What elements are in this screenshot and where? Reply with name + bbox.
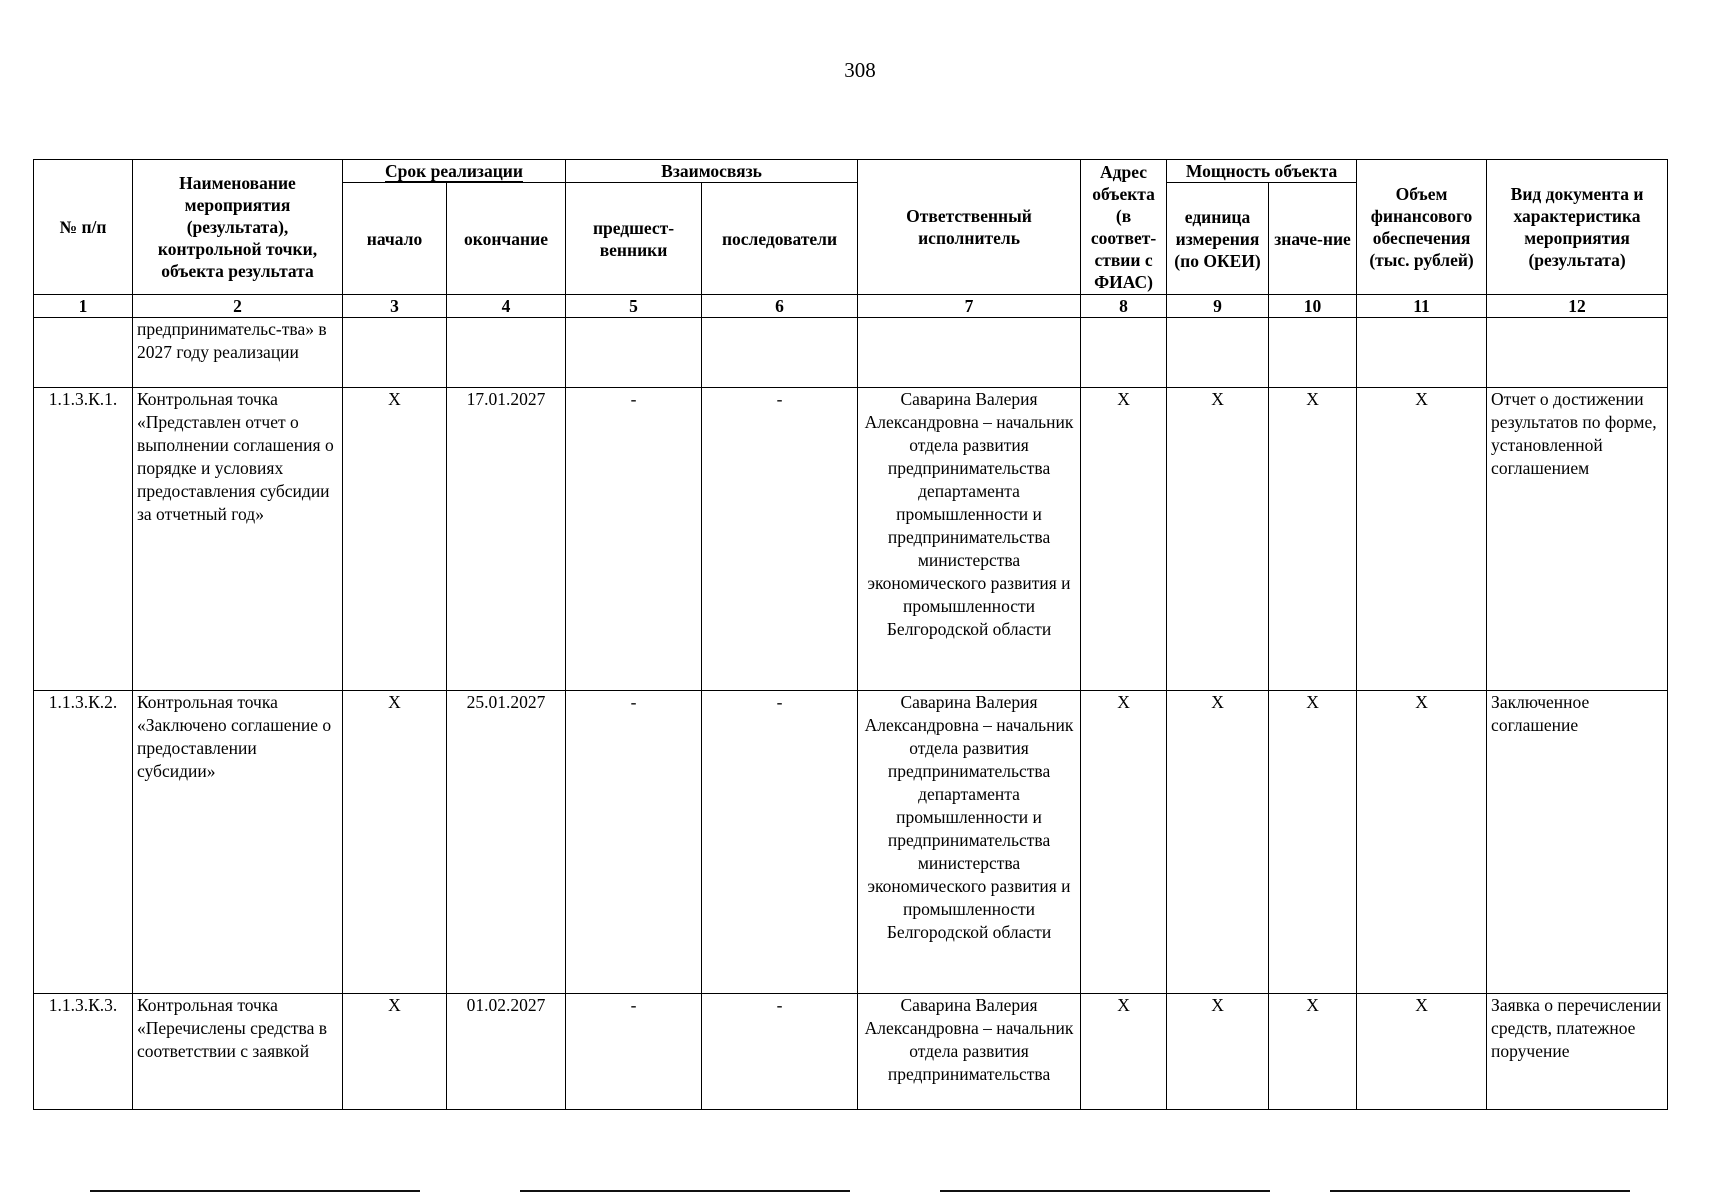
row-id: 1.1.3.К.3. (34, 994, 133, 1110)
row-start: Х (343, 388, 447, 691)
row-successors: - (702, 388, 858, 691)
header-unit: единица измерения (по ОКЕИ) (1167, 183, 1269, 295)
row-address: Х (1081, 994, 1167, 1110)
header-end: окончание (447, 183, 566, 295)
header-predecessors: предшест-венники (566, 183, 702, 295)
row-start: Х (343, 691, 447, 994)
header-address: Адрес объекта (в соответ-ствии с ФИАС) (1081, 160, 1167, 295)
cell-empty (34, 318, 133, 388)
row-document: Заключенное соглашение (1487, 691, 1668, 994)
column-number: 10 (1269, 295, 1357, 318)
column-number: 12 (1487, 295, 1668, 318)
row-end: 01.02.2027 (447, 994, 566, 1110)
row-end: 17.01.2027 (447, 388, 566, 691)
table-row (34, 388, 1668, 691)
row-name: Контрольная точка «Перечислены средства в соответствии с заявкой (133, 994, 343, 1110)
row-unit: Х (1167, 994, 1269, 1110)
scan-edge-line (90, 1190, 420, 1192)
cell-empty (343, 318, 447, 388)
cell-empty (1167, 318, 1269, 388)
column-number: 11 (1357, 295, 1487, 318)
page-number: 308 (844, 58, 876, 82)
row-responsible: Саварина Валерия Александровна – начальник отдела развития предпринимательства департамента промышленности и предпринимательства министерства экономического развития и промышленности Белгородской области (858, 388, 1081, 691)
row-responsible: Саварина Валерия Александровна – начальник отдела развития предпринимательства (858, 994, 1081, 1110)
cell-empty (1487, 318, 1668, 388)
row-successors: - (702, 994, 858, 1110)
row-document: Заявка о перечислении средств, платежное поручение (1487, 994, 1668, 1110)
row-financing: Х (1357, 994, 1487, 1110)
row-end: 25.01.2027 (447, 691, 566, 994)
row-value: Х (1269, 388, 1357, 691)
header-number: № п/п (34, 160, 133, 295)
row-unit: Х (1167, 691, 1269, 994)
schedule-table (33, 159, 1668, 1110)
table-row (34, 994, 1668, 1110)
cell-empty (1269, 318, 1357, 388)
header-period-label: Срок реализации (385, 161, 523, 181)
table-row (34, 691, 1668, 994)
row-predecessors: - (566, 388, 702, 691)
row-name: Контрольная точка «Представлен отчет о выполнении соглашения о порядке и условиях предоставления субсидии за отчетный год» (133, 388, 343, 691)
row-predecessors: - (566, 994, 702, 1110)
column-number: 2 (133, 295, 343, 318)
row-value: Х (1269, 691, 1357, 994)
column-number: 1 (34, 295, 133, 318)
header-name: Наименование мероприятия (результата), контрольной точки, объекта результата (133, 160, 343, 295)
row-address: Х (1081, 691, 1167, 994)
row-financing: Х (1357, 691, 1487, 994)
header-successors: последователи (702, 183, 858, 295)
continuation-row (34, 318, 1668, 388)
header-period-group (343, 160, 566, 183)
row-responsible: Саварина Валерия Александровна – начальник отдела развития предпринимательства департамента промышленности и предпринимательства министерства экономического развития и промышленности Белгородской области (858, 691, 1081, 994)
column-number: 5 (566, 295, 702, 318)
row-id: 1.1.3.К.2. (34, 691, 133, 994)
row-id: 1.1.3.К.1. (34, 388, 133, 691)
scan-edge-line (940, 1190, 1270, 1192)
column-number: 3 (343, 295, 447, 318)
column-number: 7 (858, 295, 1081, 318)
header-link-group: Взаимосвязь (566, 160, 858, 183)
header-document: Вид документа и характеристика мероприятия (результата) (1487, 160, 1668, 295)
column-number: 4 (447, 295, 566, 318)
header-responsible: Ответственный исполнитель (858, 160, 1081, 295)
cell-empty (858, 318, 1081, 388)
header-financing: Объем финансового обеспечения (тыс. рублей) (1357, 160, 1487, 295)
cell-empty (1357, 318, 1487, 388)
scan-edge-line (520, 1190, 850, 1192)
header-power-group: Мощность объекта (1167, 160, 1357, 183)
column-number-row (34, 295, 1668, 318)
cell-empty (447, 318, 566, 388)
row-predecessors: - (566, 691, 702, 994)
row-name: Контрольная точка «Заключено соглашение о предоставлении субсидии» (133, 691, 343, 994)
cell-empty (1081, 318, 1167, 388)
scan-edge-line (1330, 1190, 1630, 1192)
row-start: Х (343, 994, 447, 1110)
column-number: 8 (1081, 295, 1167, 318)
row-successors: - (702, 691, 858, 994)
cell-empty (702, 318, 858, 388)
row-value: Х (1269, 994, 1357, 1110)
row-financing: Х (1357, 388, 1487, 691)
column-number: 9 (1167, 295, 1269, 318)
column-number: 6 (702, 295, 858, 318)
header-value: значе-ние (1269, 183, 1357, 295)
row-unit: Х (1167, 388, 1269, 691)
header-start: начало (343, 183, 447, 295)
row-address: Х (1081, 388, 1167, 691)
row-document: Отчет о достижении результатов по форме, установленной соглашением (1487, 388, 1668, 691)
continuation-name: предпринимательс-тва» в 2027 году реализации (133, 318, 343, 388)
cell-empty (566, 318, 702, 388)
